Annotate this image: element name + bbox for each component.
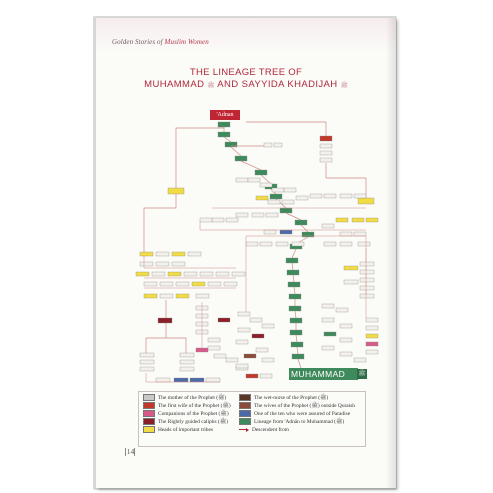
lineage-node bbox=[140, 353, 154, 357]
legend-swatch bbox=[239, 410, 251, 417]
lineage-node bbox=[212, 218, 224, 222]
lineage-node bbox=[188, 252, 201, 256]
lineage-node bbox=[246, 242, 258, 246]
lineage-node bbox=[291, 342, 303, 347]
lineage-node bbox=[292, 242, 304, 246]
legend-swatch bbox=[239, 418, 251, 425]
running-header: Golden Stories of Muslim Women bbox=[112, 38, 209, 46]
lineage-node bbox=[256, 196, 268, 200]
legend-item-ten-paradise: One of the ten who were assured of Paradise bbox=[239, 410, 350, 418]
legend bbox=[138, 391, 366, 447]
lineage-node bbox=[287, 270, 299, 275]
lineage-node bbox=[282, 200, 294, 204]
lineage-node bbox=[246, 374, 258, 378]
lineage-node bbox=[208, 346, 220, 350]
chart-title-line1: THE LINEAGE TREE OF bbox=[189, 67, 303, 78]
lineage-node bbox=[184, 272, 197, 276]
lineage-node bbox=[224, 282, 237, 286]
tree-connector bbox=[146, 323, 166, 353]
tree-connector bbox=[286, 213, 301, 220]
lineage-node bbox=[260, 242, 272, 246]
lineage-node bbox=[366, 318, 378, 322]
lineage-node bbox=[280, 208, 292, 213]
lineage-node bbox=[174, 378, 188, 382]
lineage-node bbox=[296, 196, 308, 200]
lineage-node bbox=[235, 156, 247, 161]
lineage-node bbox=[322, 318, 334, 322]
tree-connector bbox=[308, 236, 366, 318]
lineage-node bbox=[236, 213, 248, 217]
lineage-node bbox=[244, 354, 256, 358]
legend-item-lineage: Lineage from 'Adnān to Muhammad (ﷺ) bbox=[239, 418, 344, 426]
lineage-node bbox=[256, 348, 268, 352]
legend-item-mother: The mother of the Prophet (ﷺ) bbox=[143, 394, 226, 402]
lineage-node bbox=[218, 318, 230, 322]
lineage-node bbox=[200, 272, 213, 276]
lineage-node bbox=[255, 170, 267, 175]
lineage-node bbox=[208, 282, 221, 286]
legend-swatch bbox=[143, 418, 155, 425]
lineage-node bbox=[322, 346, 334, 350]
lineage-node bbox=[168, 188, 184, 194]
lineage-node bbox=[366, 326, 378, 330]
lineage-node bbox=[238, 328, 250, 332]
lineage-node bbox=[218, 122, 230, 127]
tree-connector bbox=[231, 147, 241, 156]
lineage-node bbox=[214, 354, 226, 358]
lineage-node bbox=[180, 367, 194, 371]
lineage-node bbox=[272, 188, 284, 192]
lineage-node bbox=[176, 294, 189, 298]
tree-connector bbox=[176, 128, 224, 188]
lineage-node bbox=[292, 354, 304, 359]
tree-connector bbox=[295, 311, 296, 318]
lineage-node bbox=[288, 282, 300, 287]
lineage-node bbox=[358, 242, 370, 246]
lineage-node bbox=[324, 332, 336, 336]
lineage-node bbox=[276, 242, 288, 246]
legend-item-wet-nurse: The wet-nurse of the Prophet (ﷺ) bbox=[239, 394, 328, 402]
lineage-node bbox=[192, 282, 205, 286]
lineage-node bbox=[216, 272, 229, 276]
tree-connector bbox=[200, 222, 366, 230]
lineage-node bbox=[180, 353, 194, 357]
lineage-node bbox=[180, 360, 194, 364]
lineage-node bbox=[236, 178, 248, 182]
lineage-node bbox=[264, 143, 272, 147]
lineage-node bbox=[322, 224, 334, 228]
lineage-node bbox=[344, 280, 358, 284]
lineage-node bbox=[200, 218, 212, 222]
lineage-node bbox=[238, 312, 250, 316]
tree-connector bbox=[292, 249, 296, 258]
tree-connector bbox=[246, 122, 326, 136]
lineage-node bbox=[322, 304, 334, 308]
legend-swatch bbox=[143, 426, 155, 433]
lineage-node bbox=[289, 294, 301, 299]
tree-connector bbox=[301, 225, 308, 232]
lineage-node bbox=[340, 194, 352, 198]
lineage-node bbox=[260, 183, 272, 187]
lineage-node bbox=[340, 242, 352, 246]
lineage-node bbox=[140, 360, 154, 364]
legend-swatch bbox=[143, 394, 155, 401]
lineage-node bbox=[310, 194, 322, 198]
legend-item-descendent: Descendent from bbox=[239, 426, 289, 434]
lineage-node bbox=[320, 151, 332, 155]
lineage-node bbox=[366, 334, 378, 338]
lineage-node bbox=[320, 158, 332, 162]
lineage-node bbox=[226, 218, 238, 222]
arrow-icon bbox=[239, 427, 249, 432]
lineage-node bbox=[340, 338, 352, 342]
lineage-node bbox=[158, 318, 172, 323]
lineage-node bbox=[324, 242, 336, 246]
lineage-node bbox=[366, 218, 378, 222]
lineage-node bbox=[226, 358, 238, 362]
lineage-node bbox=[156, 378, 170, 382]
tree-connector bbox=[326, 163, 366, 198]
lineage-node bbox=[354, 232, 366, 236]
lineage-node bbox=[206, 378, 220, 382]
page-fold-shading bbox=[386, 18, 396, 488]
lineage-node bbox=[172, 262, 185, 266]
lineage-node bbox=[290, 330, 302, 335]
lineage-node bbox=[344, 266, 358, 270]
lineage-node bbox=[156, 252, 169, 256]
tree-connector bbox=[241, 161, 261, 170]
lineage-node bbox=[354, 358, 366, 362]
lineage-node bbox=[190, 378, 204, 382]
lineage-node bbox=[232, 272, 245, 276]
lineage-node bbox=[289, 306, 301, 311]
lineage-node bbox=[286, 258, 298, 263]
legend-swatch bbox=[143, 410, 155, 417]
lineage-node bbox=[354, 194, 366, 198]
lineage-node bbox=[236, 364, 248, 368]
tree-connector bbox=[166, 338, 186, 353]
lineage-node bbox=[366, 342, 378, 346]
lineage-node bbox=[160, 282, 173, 286]
tree-connector bbox=[298, 359, 301, 368]
tree-connector bbox=[294, 287, 295, 294]
chart-title-line2: MUHAMMAD ﷺ AND SAYYIDA KHADIJAH ﷺ bbox=[144, 79, 348, 90]
lineage-node bbox=[208, 338, 220, 342]
lineage-node bbox=[168, 272, 181, 276]
lineage-node bbox=[152, 272, 165, 276]
lineage-node bbox=[144, 282, 157, 286]
lineage-node bbox=[236, 340, 248, 344]
lineage-node bbox=[366, 350, 378, 354]
lineage-node bbox=[250, 318, 262, 322]
tree-connector bbox=[292, 263, 293, 270]
legend-item-companions: Companions of the Prophet (ﷺ) bbox=[143, 410, 229, 418]
lineage-node bbox=[360, 262, 374, 266]
lineage-node bbox=[274, 143, 282, 147]
lineage-node bbox=[358, 198, 374, 204]
lineage-node bbox=[160, 294, 173, 298]
lineage-node bbox=[140, 262, 153, 266]
lineage-node bbox=[360, 286, 374, 290]
lineage-node bbox=[196, 348, 208, 352]
book-page bbox=[96, 18, 396, 488]
lineage-node bbox=[140, 367, 154, 371]
lineage-node bbox=[324, 194, 336, 198]
prophet-node: MUHAMMAD ﷺ bbox=[291, 369, 366, 379]
tree-connector bbox=[293, 275, 294, 282]
lineage-node bbox=[252, 334, 264, 338]
lineage-node bbox=[270, 194, 282, 199]
lineage-node bbox=[144, 294, 157, 298]
lineage-node bbox=[320, 136, 332, 141]
legend-swatch bbox=[239, 394, 251, 401]
lineage-node bbox=[176, 282, 189, 286]
lineage-node bbox=[340, 324, 352, 328]
lineage-node bbox=[252, 213, 264, 217]
lineage-node bbox=[360, 294, 374, 298]
lineage-node bbox=[196, 294, 209, 298]
lineage-node bbox=[262, 324, 274, 328]
prophet-seal: ﷺ bbox=[358, 371, 366, 377]
lineage-node bbox=[295, 220, 307, 225]
tree-connector bbox=[296, 335, 297, 342]
lineage-node bbox=[340, 352, 352, 356]
lineage-node bbox=[262, 358, 274, 362]
lineage-node bbox=[340, 232, 352, 236]
tree-connector bbox=[224, 137, 231, 142]
lineage-node bbox=[156, 262, 169, 266]
lineage-node bbox=[320, 144, 332, 148]
lineage-node bbox=[284, 188, 296, 192]
tree-connector bbox=[144, 194, 176, 258]
lineage-node bbox=[140, 252, 153, 256]
legend-item-first-wife: The first wife of the Prophet (ﷺ) bbox=[143, 402, 231, 410]
lineage-node bbox=[218, 132, 230, 137]
lineage-node bbox=[360, 270, 374, 274]
lineage-node bbox=[266, 213, 278, 217]
page-number: 14 bbox=[126, 447, 135, 456]
lineage-node bbox=[336, 218, 348, 222]
lineage-node bbox=[248, 178, 260, 182]
lineage-node bbox=[336, 308, 348, 312]
lineage-node bbox=[264, 230, 276, 234]
lineage-node bbox=[352, 218, 364, 222]
tree-connector bbox=[297, 347, 298, 354]
legend-item-caliphs: The Rightly guided caliphs (ﷺ) bbox=[143, 418, 228, 426]
lineage-node bbox=[172, 252, 185, 256]
lineage-node bbox=[260, 374, 272, 378]
legend-item-tribe-heads: Heads of important tribes bbox=[143, 426, 213, 434]
lineage-node bbox=[136, 272, 149, 276]
root-node-adnan: 'Adnan bbox=[210, 110, 240, 120]
lineage-node bbox=[268, 200, 280, 204]
lineage-node bbox=[280, 230, 292, 234]
tree-connector bbox=[261, 175, 271, 184]
lineage-node bbox=[360, 278, 374, 282]
legend-swatch bbox=[143, 402, 155, 409]
legend-item-outside-wives: The wives of the Prophet (ﷺ) outside Quraish bbox=[239, 402, 355, 410]
lineage-node bbox=[290, 318, 302, 323]
legend-swatch bbox=[239, 402, 251, 409]
